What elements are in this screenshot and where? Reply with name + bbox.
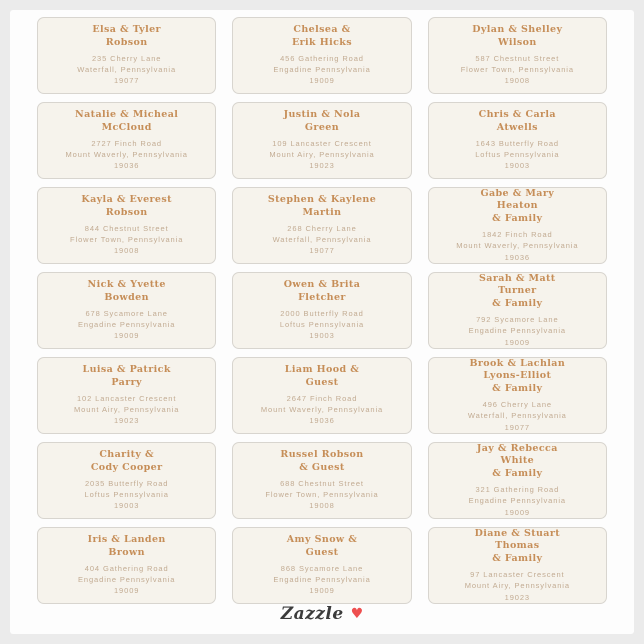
- recipient-name-line: Dylan & Shelley: [472, 24, 563, 36]
- recipient-address-line: 19003: [113, 501, 140, 511]
- recipient-address-line: 19023: [113, 416, 140, 426]
- recipient-address-line: 102 Lancaster Crescent: [76, 393, 177, 403]
- recipient-name-line: Owen & Brita: [283, 279, 361, 291]
- recipient-names: [81, 194, 171, 219]
- address-label: [37, 527, 216, 604]
- recipient-address: [456, 229, 578, 263]
- recipient-names: [479, 109, 556, 134]
- recipient-address: [469, 314, 566, 348]
- recipient-address-line: Engadine Pennsylvania: [468, 326, 566, 336]
- recipient-address-line: Engadine Pennsylvania: [78, 320, 176, 330]
- recipient-name-line: & Guest: [299, 461, 345, 473]
- recipient-address-line: 19036: [309, 416, 335, 426]
- recipient-address-line: 2000 Butterfly Road: [280, 308, 364, 318]
- recipient-name-line: & Family: [492, 297, 543, 309]
- recipient-address: [265, 478, 378, 512]
- recipient-name-line: Parry: [111, 376, 142, 388]
- recipient-name-line: Amy Snow &: [286, 534, 358, 546]
- recipient-address-line: Engadine Pennsylvania: [468, 496, 566, 506]
- recipient-address: [280, 308, 364, 342]
- recipient-address: [70, 223, 183, 257]
- address-label: [232, 17, 411, 94]
- recipient-name-line: Lyons-Elliot: [483, 370, 552, 382]
- recipient-names: [475, 528, 560, 565]
- recipient-name-line: Brook & Lachlan: [469, 358, 566, 370]
- recipient-address: [469, 484, 566, 518]
- address-label: [37, 442, 216, 519]
- address-label: [232, 102, 411, 179]
- recipient-address-line: 19009: [113, 586, 140, 596]
- recipient-address-line: 2727 Finch Road: [91, 138, 162, 148]
- recipient-name-line: Justin & Nola: [283, 109, 361, 121]
- address-label: [428, 272, 607, 349]
- recipient-address-line: Waterfall, Pennsylvania: [272, 235, 372, 245]
- recipient-name-line: Charity &: [99, 449, 154, 461]
- recipient-name-line: Iris & Landen: [87, 534, 166, 546]
- recipient-name-line: Martin: [302, 206, 342, 218]
- recipient-address-line: 19077: [309, 246, 335, 256]
- recipient-address-line: 268 Cherry Lane: [287, 223, 357, 233]
- recipient-address: [461, 53, 574, 87]
- recipient-name-line: Liam Hood &: [284, 364, 360, 376]
- address-label: [37, 272, 216, 349]
- recipient-name-line: Guest: [305, 546, 339, 558]
- recipient-address: [66, 138, 188, 172]
- recipient-name-line: Diane & Stuart: [474, 528, 561, 540]
- recipient-address-line: 19023: [309, 161, 335, 171]
- recipient-names: [472, 24, 562, 49]
- recipient-name-line: Robson: [105, 206, 148, 218]
- recipient-address-line: 19003: [309, 331, 335, 341]
- recipient-name-line: Sarah & Matt: [479, 273, 556, 285]
- recipient-name-line: Russel Robson: [280, 449, 364, 461]
- recipient-name-line: Nick & Yvette: [87, 279, 166, 291]
- recipient-address-line: 19036: [504, 252, 530, 262]
- recipient-address-line: 19023: [504, 592, 530, 602]
- recipient-address-line: Waterfall, Pennsylvania: [467, 411, 567, 421]
- recipient-names: [88, 534, 166, 559]
- recipient-address: [74, 393, 179, 427]
- recipient-address: [261, 393, 383, 427]
- recipient-address-line: 19077: [504, 422, 530, 432]
- recipient-address: [465, 569, 570, 603]
- recipient-name-line: Bowden: [104, 291, 149, 303]
- recipient-address-line: 1643 Butterfly Road: [475, 138, 560, 148]
- recipient-name-line: Brown: [108, 546, 145, 558]
- recipient-names: [284, 109, 361, 134]
- recipient-name-line: Thomas: [495, 540, 540, 552]
- recipient-address-line: 97 Lancaster Crescent: [470, 570, 565, 580]
- address-label: [428, 17, 607, 94]
- recipient-address-line: Flower Town, Pennsylvania: [70, 235, 184, 245]
- zazzle-logo: Zazzle: [280, 604, 344, 624]
- recipient-name-line: White: [500, 455, 535, 467]
- recipient-address-line: 235 Cherry Lane: [91, 53, 162, 63]
- recipient-name-line: Atwells: [496, 121, 538, 133]
- recipient-address-line: 19008: [504, 76, 530, 86]
- recipient-address-line: Loftus Pennsylvania: [475, 150, 560, 160]
- recipient-address-line: 19036: [113, 161, 140, 171]
- recipient-name-line: Green: [304, 121, 340, 133]
- recipient-address-line: Loftus Pennsylvania: [279, 320, 365, 330]
- address-label: [37, 102, 216, 179]
- recipient-name-line: Stephen & Kaylene: [267, 194, 377, 206]
- recipient-name-line: Kayla & Everest: [81, 194, 172, 206]
- recipient-address: [78, 563, 175, 597]
- recipient-address-line: 844 Chestnut Street: [84, 223, 169, 233]
- recipient-name-line: & Family: [492, 212, 543, 224]
- recipient-address-line: Engadine Pennsylvania: [273, 575, 371, 585]
- recipient-address-line: 688 Chestnut Street: [280, 478, 364, 488]
- recipient-address-line: 792 Sycamore Lane: [476, 315, 559, 325]
- recipient-address-line: 404 Gathering Road: [84, 563, 169, 573]
- zazzle-footer: [10, 604, 634, 624]
- address-label: [37, 187, 216, 264]
- recipient-address: [77, 53, 176, 87]
- recipient-address-line: Flower Town, Pennsylvania: [460, 65, 574, 75]
- recipient-address-line: Mount Airy, Pennsylvania: [269, 150, 375, 160]
- recipient-address: [273, 223, 372, 257]
- recipient-address: [85, 478, 169, 512]
- recipient-address: [269, 138, 374, 172]
- recipient-name-line: Wilson: [497, 36, 537, 48]
- recipient-name-line: Jay & Rebecca: [476, 443, 558, 455]
- address-label: [428, 527, 607, 604]
- recipient-address: [273, 53, 370, 87]
- recipient-address-line: Engadine Pennsylvania: [273, 65, 371, 75]
- recipient-address-line: Flower Town, Pennsylvania: [265, 490, 379, 500]
- address-label: [37, 17, 216, 94]
- recipient-address-line: 19009: [113, 331, 140, 341]
- recipient-names: [469, 358, 565, 395]
- recipient-address-line: 321 Gathering Road: [475, 485, 560, 495]
- recipient-names: [280, 449, 363, 474]
- address-label: [428, 442, 607, 519]
- recipient-names: [287, 534, 357, 559]
- recipient-address-line: 496 Cherry Lane: [482, 400, 552, 410]
- recipient-address-line: Waterfall, Pennsylvania: [77, 65, 177, 75]
- recipient-address-line: 2647 Finch Road: [286, 393, 358, 403]
- recipient-name-line: Erik Hicks: [291, 36, 353, 48]
- address-label: [232, 187, 411, 264]
- recipient-name-line: Robson: [105, 36, 148, 48]
- recipient-address-line: 109 Lancaster Crescent: [272, 138, 372, 148]
- recipient-name-line: Elsa & Tyler: [92, 24, 161, 36]
- recipient-address: [468, 399, 567, 433]
- recipient-name-line: McCloud: [101, 121, 152, 133]
- address-label: [232, 272, 411, 349]
- recipient-names: [88, 279, 166, 304]
- recipient-address-line: 19003: [504, 161, 530, 171]
- recipient-address-line: 19008: [113, 246, 140, 256]
- recipient-address-line: Loftus Pennsylvania: [84, 490, 169, 500]
- recipient-address-line: 868 Sycamore Lane: [280, 563, 364, 573]
- address-label-sheet: [37, 17, 607, 604]
- recipient-address-line: 19077: [113, 76, 140, 86]
- address-label: [37, 357, 216, 434]
- address-label: [428, 102, 607, 179]
- recipient-name-line: & Family: [492, 382, 543, 394]
- recipient-address-line: 678 Sycamore Lane: [85, 308, 168, 318]
- recipient-name-line: & Family: [492, 552, 543, 564]
- recipient-address-line: 1842 Finch Road: [482, 230, 553, 240]
- recipient-names: [292, 24, 352, 49]
- recipient-names: [91, 449, 163, 474]
- recipient-address-line: 19008: [309, 501, 335, 511]
- address-label: [232, 357, 411, 434]
- heart-icon: ♥: [350, 606, 364, 622]
- recipient-address-line: Mount Airy, Pennsylvania: [464, 581, 570, 591]
- recipient-name-line: Chris & Carla: [478, 109, 556, 121]
- recipient-address-line: 19009: [504, 337, 530, 347]
- recipient-name-line: Cody Cooper: [90, 461, 163, 473]
- address-label: [428, 187, 607, 264]
- address-label: [232, 527, 411, 604]
- recipient-address-line: 587 Chestnut Street: [475, 53, 560, 63]
- recipient-name-line: Turner: [498, 285, 537, 297]
- recipient-names: [479, 273, 556, 310]
- recipient-address: [78, 308, 175, 342]
- recipient-name-line: Guest: [305, 376, 339, 388]
- recipient-address-line: 19009: [504, 507, 530, 517]
- recipient-address-line: Mount Waverly, Pennsylvania: [65, 150, 188, 160]
- recipient-names: [75, 109, 178, 134]
- recipient-names: [285, 364, 359, 389]
- address-label: [232, 442, 411, 519]
- recipient-name-line: & Family: [492, 467, 543, 479]
- recipient-address-line: 456 Gathering Road: [280, 53, 364, 63]
- recipient-address-line: Engadine Pennsylvania: [78, 575, 176, 585]
- recipient-address-line: 2035 Butterfly Road: [84, 478, 169, 488]
- recipient-names: [480, 188, 554, 225]
- recipient-names: [477, 443, 558, 480]
- recipient-address: [273, 563, 370, 597]
- recipient-name-line: Natalie & Micheal: [75, 109, 179, 121]
- recipient-name-line: Chelsea &: [293, 24, 351, 36]
- recipient-name-line: Heaton: [496, 200, 538, 212]
- recipient-name-line: Gabe & Mary: [480, 188, 555, 200]
- recipient-address-line: 19009: [309, 586, 335, 596]
- recipient-address-line: Mount Airy, Pennsylvania: [74, 405, 180, 415]
- recipient-names: [284, 279, 361, 304]
- recipient-address-line: 19009: [309, 76, 335, 86]
- recipient-address-line: Mount Waverly, Pennsylvania: [260, 405, 384, 415]
- recipient-name-line: Luisa & Patrick: [82, 364, 171, 376]
- product-image-panel: [10, 10, 634, 634]
- recipient-name-line: Fletcher: [298, 291, 346, 303]
- recipient-names: [92, 24, 161, 49]
- recipient-names: [83, 364, 171, 389]
- recipient-address: [475, 138, 559, 172]
- recipient-names: [268, 194, 376, 219]
- address-label: [428, 357, 607, 434]
- recipient-address-line: Mount Waverly, Pennsylvania: [456, 241, 579, 251]
